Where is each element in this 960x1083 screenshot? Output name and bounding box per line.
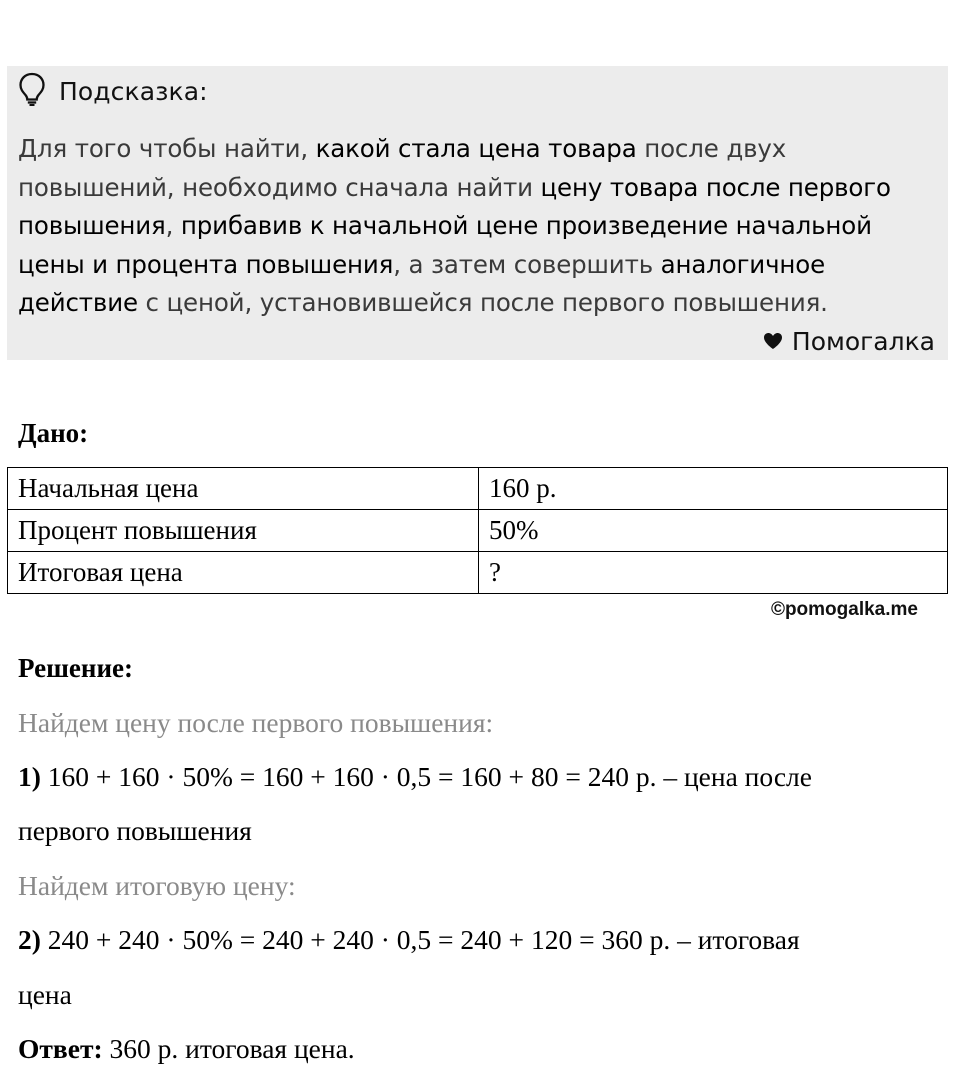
step1-continuation: первого повышения (18, 815, 252, 846)
hint-text-segment: Для того чтобы найти, (18, 134, 316, 163)
hint-text (18, 130, 940, 323)
solution-title: Решение: (18, 653, 133, 683)
table-row (8, 510, 948, 552)
hint-text-highlight: какой стала цена товара (315, 134, 637, 163)
step1-expression: 160 + 160 · 50% = 160 + 160 · 0,5 = 160 + 80 = 240 р. – цена после (40, 761, 812, 792)
lightbulb-icon (18, 72, 46, 110)
answer-label: Ответ: (18, 1033, 103, 1064)
step2-continuation: цена (18, 979, 72, 1010)
table-cell-value: 50% (479, 510, 948, 552)
hint-text-highlight: цену товара после первого повышения (18, 172, 891, 240)
brand-name: Помогалка (791, 327, 935, 356)
answer-line (18, 1033, 355, 1065)
table-row (8, 468, 948, 510)
heart-icon (763, 327, 792, 356)
hint-text-highlight: прибавив к начальной цене произведение начальной цены и процента повышения (18, 211, 872, 279)
hint-text-highlight: аналогичное действие (18, 249, 826, 317)
hint-text-segment: , (165, 211, 181, 240)
hint-title: Подсказка: (59, 76, 208, 106)
hint-header (18, 74, 208, 108)
table-cell-value: ? (479, 552, 948, 594)
step2-expression: 240 + 240 · 50% = 240 + 240 · 0,5 = 240 + 120 = 360 р. – итоговая (40, 924, 800, 955)
hint-text-segment: после двух повышений, необходимо сначала найти (18, 134, 787, 202)
copyright-label: ©pomogalka.me (770, 599, 918, 620)
step1-intro: Найдем цену после первого повышения: (18, 707, 494, 738)
given-table (7, 467, 948, 594)
step2-line (18, 924, 800, 956)
table-cell-label: Процент повышения (8, 510, 479, 552)
answer-text: 360 р. итоговая цена. (102, 1033, 355, 1064)
table-cell-label: Итоговая цена (8, 552, 479, 594)
table-row (8, 552, 948, 594)
hint-text-segment: с ценой, установившейся после первого повышения. (137, 288, 828, 317)
step1-number: 1) (18, 761, 41, 792)
hint-brand (763, 327, 935, 356)
given-title: Дано: (18, 418, 89, 448)
hint-box (7, 66, 948, 360)
step2-intro: Найдем итоговую цену: (18, 870, 296, 901)
table-cell-value: 160 р. (479, 468, 948, 510)
step1-line (18, 761, 812, 793)
hint-text-segment: , а затем совершить (393, 249, 661, 279)
table-cell-label: Начальная цена (8, 468, 479, 510)
step2-number: 2) (18, 924, 41, 955)
